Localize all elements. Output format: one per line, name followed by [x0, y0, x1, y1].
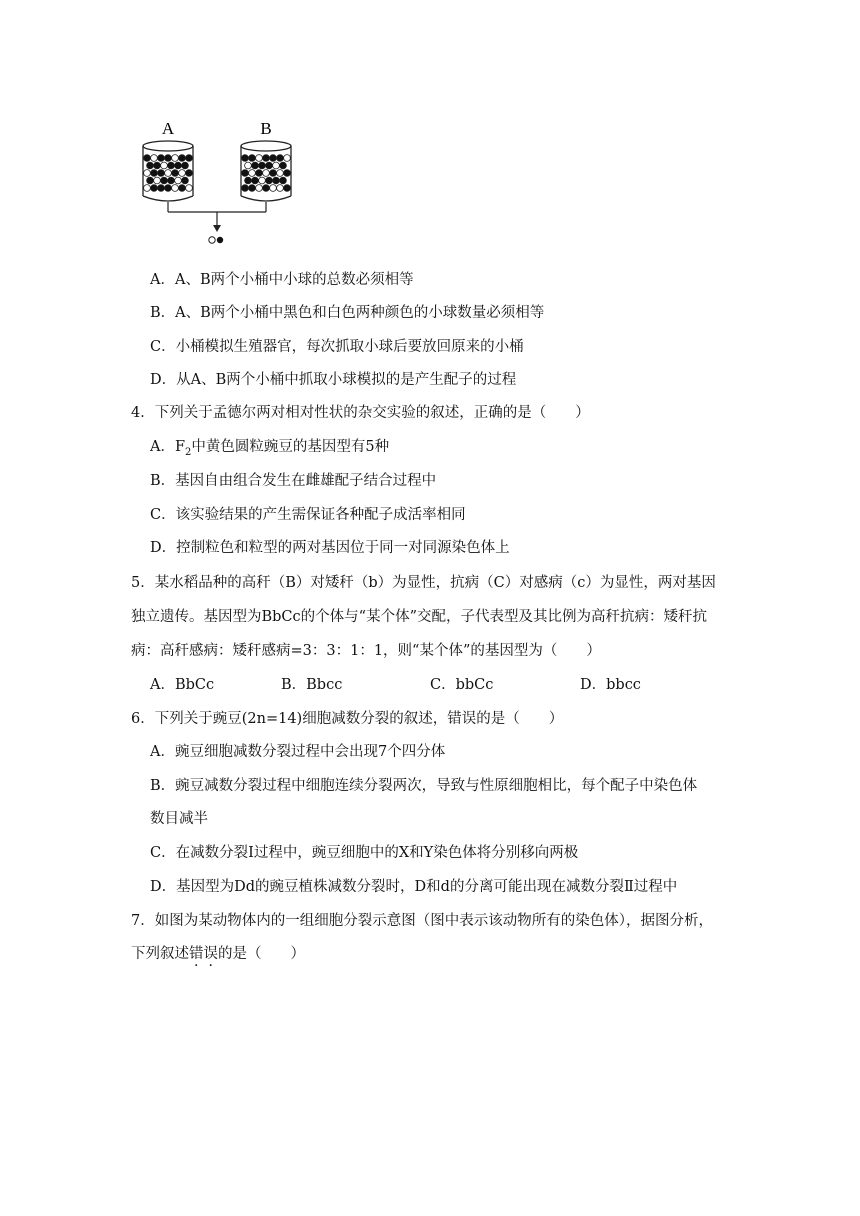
bucket-diagram — [130, 112, 305, 252]
black-ball — [266, 162, 273, 169]
black-ball — [182, 177, 189, 184]
q7-stem-line2 — [131, 944, 305, 964]
black-ball — [186, 155, 193, 162]
white-ball — [277, 170, 284, 177]
black-ball — [158, 155, 165, 162]
white-ball — [144, 170, 151, 177]
q4-option-a-sub: 2 — [185, 446, 192, 458]
white-ball — [151, 155, 158, 162]
q4-option-a-pre: A．F — [150, 439, 186, 455]
black-ball — [270, 170, 277, 177]
black-ball — [242, 155, 249, 162]
q4-option-a — [150, 437, 389, 463]
q5-stem-line1: 5．某水稻品种的高秆（B）对矮秆（b）为显性，抗病（C）对感病（c）为显性，两对基因 — [131, 575, 716, 591]
white-ball — [284, 155, 291, 162]
black-ball — [263, 155, 270, 162]
bucket-a — [143, 141, 193, 201]
black-ball — [259, 162, 266, 169]
black-ball — [270, 155, 277, 162]
q4-option-b: B．基因自由组合发生在雌雄配子结合过程中 — [150, 473, 437, 489]
black-ball — [284, 170, 291, 177]
black-ball — [245, 177, 252, 184]
black-ball — [144, 155, 151, 162]
black-ball — [158, 170, 165, 177]
black-ball — [280, 162, 287, 169]
black-ball — [165, 185, 172, 192]
q3-option-c: C．小桶模拟生殖器官，每次抓取小球后要放回原来的小桶 — [150, 339, 524, 355]
q7-stem-pre: 下列叙述 — [131, 946, 189, 962]
white-ball — [259, 177, 266, 184]
black-ball — [266, 177, 273, 184]
q7-emphasis-2: 误 — [203, 946, 218, 962]
q7-stem-line1: 7．如图为某动物体内的一组细胞分裂示意图（图中表示该动物所有的染色体），据图分析， — [131, 913, 713, 929]
q6-option-b-line1: B．豌豆减数分裂过程中细胞连续分裂两次，导致与性原细胞相比，每个配子中染色体 — [150, 778, 698, 794]
q7-emphasis-1: 错 — [189, 946, 204, 962]
black-ball — [252, 177, 259, 184]
white-ball — [172, 155, 179, 162]
black-ball — [175, 162, 182, 169]
q4-option-c: C．该实验结果的产生需保证各种配子成活率相同 — [150, 507, 466, 523]
q7-stem-post: 的是（ ） — [218, 946, 305, 962]
black-ball — [280, 177, 287, 184]
bucket-a-label: A — [161, 119, 175, 138]
q6-option-b-line2: 数目减半 — [150, 811, 208, 827]
white-ball — [186, 185, 193, 192]
black-ball — [273, 177, 280, 184]
q6-option-d: D．基因型为Dd的豌豆植株减数分裂时，D和d的分离可能出现在减数分裂Ⅱ过程中 — [150, 879, 678, 895]
white-ball — [270, 185, 277, 192]
white-ball — [277, 185, 284, 192]
black-ball — [147, 162, 154, 169]
q4-stem: 4．下列关于孟德尔两对相对性状的杂交实验的叙述，正确的是（ ） — [131, 405, 590, 421]
white-ball — [172, 185, 179, 192]
q3-option-d: D．从A、B两个小桶中抓取小球模拟的是产生配子的过程 — [150, 372, 517, 388]
q5-stem-line3: 病：高秆感病：矮秆感病=3：3：1：1，则“某个体”的基因型为（ ） — [131, 643, 601, 659]
black-ball — [179, 155, 186, 162]
black-ball — [151, 185, 158, 192]
q6-stem: 6．下列关于豌豆(2n=14)细胞减数分裂的叙述，错误的是（ ） — [131, 711, 564, 727]
white-ball — [154, 177, 161, 184]
black-ball — [182, 162, 189, 169]
white-ball — [249, 170, 256, 177]
white-ball — [245, 162, 252, 169]
white-ball — [256, 185, 263, 192]
q5-stem-line2: 独立遗传。基因型为BbCc的个体与“某个体”交配，子代表型及其比例为高秆抗病：矮秆抗 — [131, 609, 707, 625]
q3-option-a: A．A、B两个小桶中小球的总数必须相等 — [150, 272, 414, 288]
black-ball — [168, 162, 175, 169]
black-ball — [242, 185, 249, 192]
white-ball — [161, 162, 168, 169]
q5-option-b: B．Bbcc — [281, 677, 343, 693]
black-ball — [263, 185, 270, 192]
q6-option-c: C．在减数分裂Ⅰ过程中，豌豆细胞中的X和Y染色体将分别移向两极 — [150, 845, 579, 861]
black-ball — [165, 155, 172, 162]
black-ball — [277, 155, 284, 162]
black-ball — [186, 170, 193, 177]
white-ball — [256, 155, 263, 162]
q4-option-a-post: 中黄色圆粒豌豆的基因型有5种 — [191, 439, 390, 455]
q4-option-d: D．控制粒色和粒型的两对基因位于同一对同源染色体上 — [150, 540, 510, 556]
black-ball — [242, 170, 249, 177]
connector-arrow — [168, 202, 266, 232]
black-ball — [249, 155, 256, 162]
white-ball — [263, 170, 270, 177]
q5-option-a: A．BbCc — [150, 677, 215, 693]
white-ball — [273, 162, 280, 169]
white-ball — [175, 177, 182, 184]
black-ball — [161, 177, 168, 184]
black-ball — [154, 162, 161, 169]
bucket-b-label: B — [260, 119, 272, 138]
black-ball — [147, 177, 154, 184]
q6-option-a: A．豌豆细胞减数分裂过程中会出现7个四分体 — [150, 744, 446, 760]
bucket-figure — [130, 112, 305, 252]
black-ball — [252, 162, 259, 169]
black-ball — [151, 170, 158, 177]
black-ball — [172, 170, 179, 177]
white-ball — [179, 170, 186, 177]
black-ball — [284, 185, 291, 192]
q5-option-d: D．bbcc — [580, 677, 641, 693]
black-ball — [168, 177, 175, 184]
black-ball — [179, 185, 186, 192]
white-ball — [165, 170, 172, 177]
bucket-b — [241, 141, 291, 201]
black-ball — [249, 185, 256, 192]
black-ball — [158, 185, 165, 192]
white-ball — [144, 185, 151, 192]
black-ball — [256, 170, 263, 177]
q3-option-b: B．A、B两个小桶中黑色和白色两种颜色的小球数量必须相等 — [150, 305, 545, 321]
q5-option-c: C．bbCc — [430, 677, 494, 693]
drawn-balls — [209, 237, 223, 243]
